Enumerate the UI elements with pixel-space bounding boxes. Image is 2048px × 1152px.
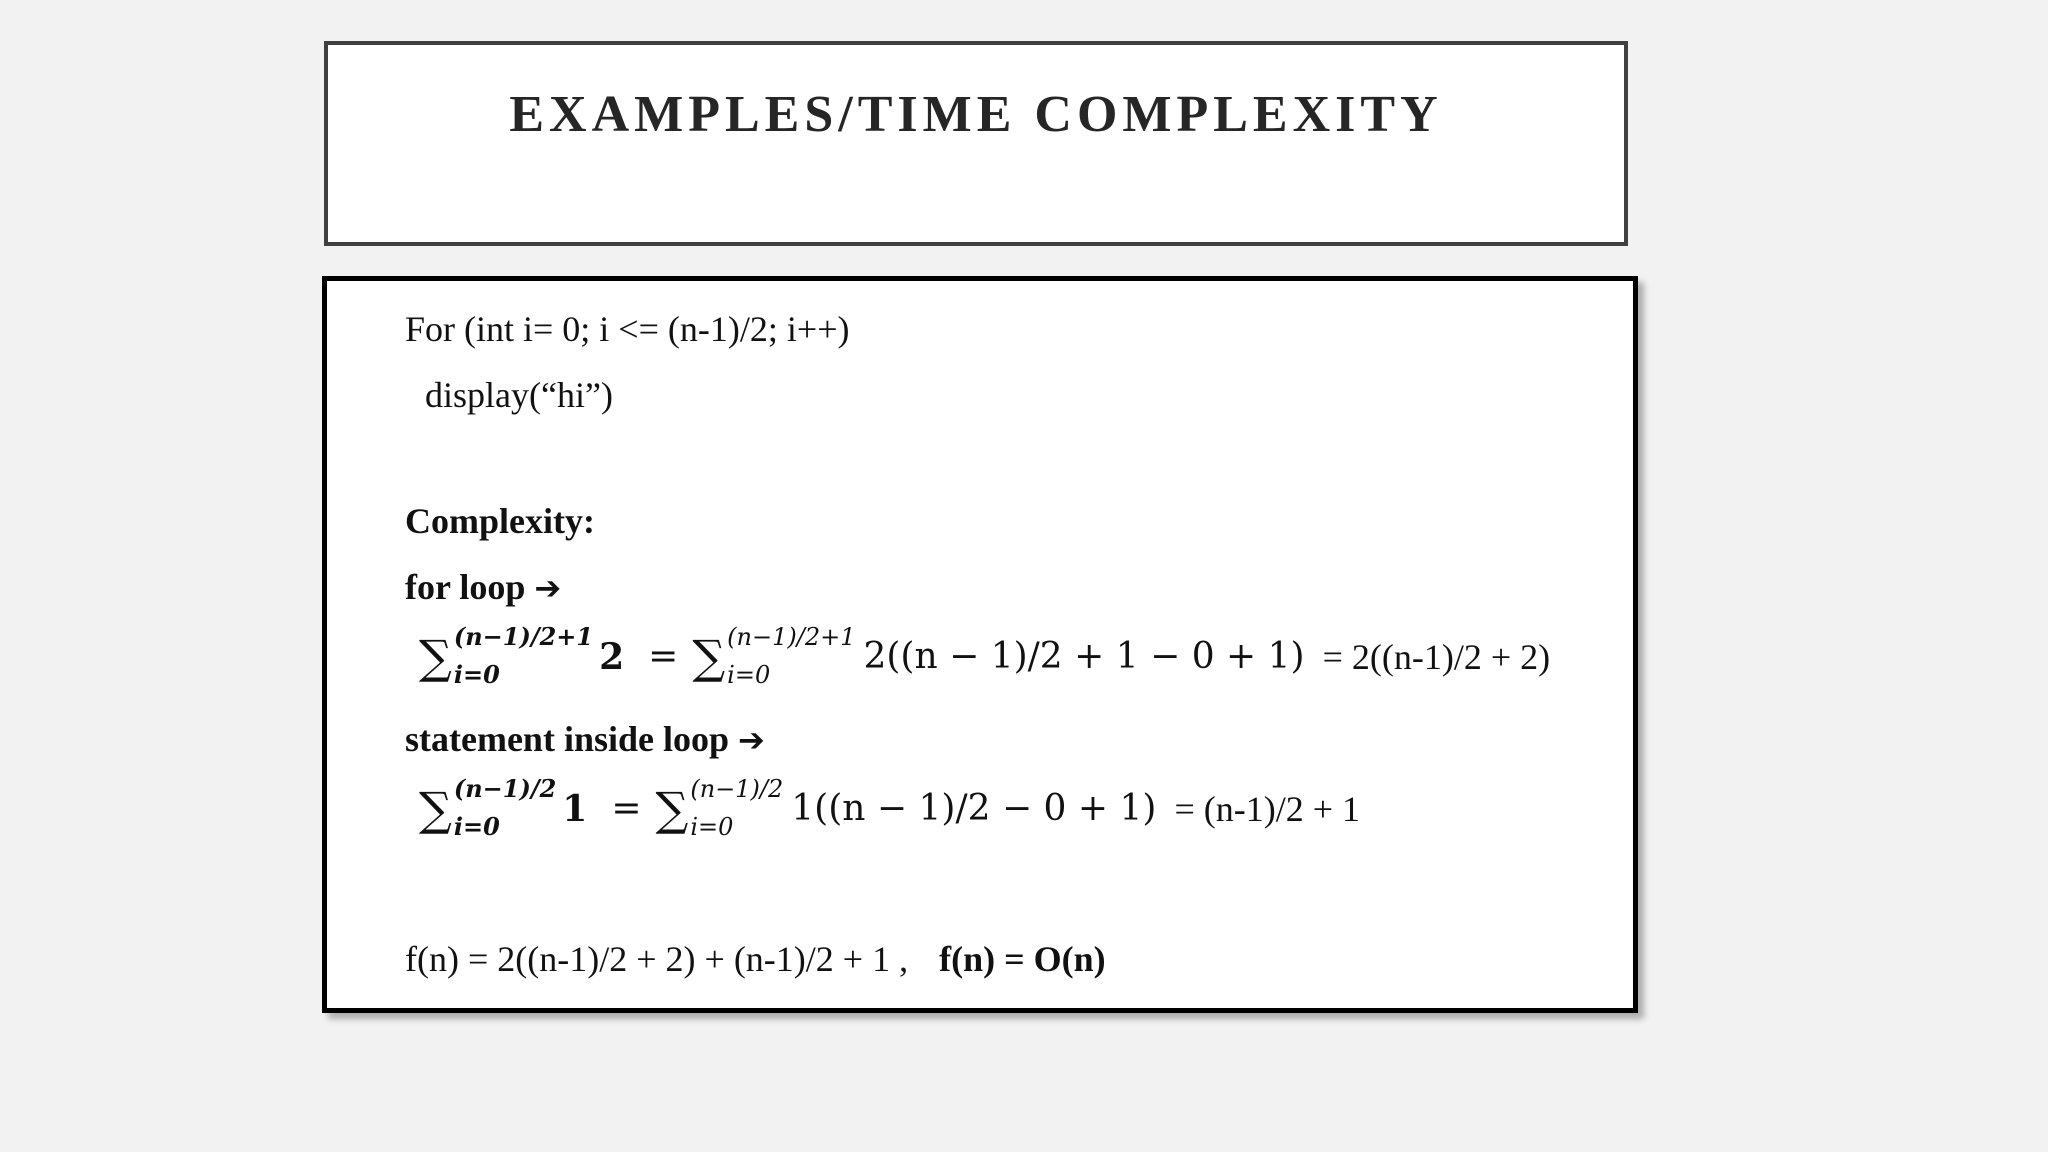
- code-line-display: display(“hi”): [425, 375, 613, 415]
- arrow-icon: ➔: [738, 721, 765, 759]
- final-expression: f(n) = 2((n-1)/2 + 2) + (n-1)/2 + 1 ,: [405, 939, 909, 979]
- equals-sign: =: [611, 788, 642, 829]
- sum-expression: 1((n − 1)/2 − 0 + 1): [791, 788, 1157, 829]
- final-big-o: f(n) = O(n): [939, 939, 1106, 979]
- content-box: [322, 276, 1638, 1013]
- sum-lower-limit: i=0: [727, 661, 771, 689]
- sum-upper-limit: (n−1)/2+1: [453, 622, 594, 651]
- sum-lower-limit: i=0: [690, 813, 734, 841]
- sum-upper-limit: (n−1)/2+1: [727, 623, 856, 651]
- sigma-icon: ∑: [692, 630, 726, 684]
- code-line-for: For (int i= 0; i <= (n-1)/2; i++): [405, 309, 850, 349]
- complexity-label: Complexity:: [405, 501, 595, 541]
- summation-1: [419, 622, 594, 689]
- statement-label: [405, 721, 765, 757]
- sum-term: 1: [562, 788, 588, 830]
- sum-lower-limit: i=0: [453, 660, 500, 689]
- sum-upper-limit: (n−1)/2: [453, 774, 557, 803]
- sum-lower-limit: i=0: [453, 812, 500, 841]
- equation-result: = 2((n-1)/2 + 2): [1322, 637, 1551, 677]
- equation-for-loop: [419, 622, 1551, 689]
- equation-result: = (n-1)/2 + 1: [1174, 789, 1361, 829]
- summation-2: [692, 623, 856, 689]
- sigma-icon: ∑: [655, 782, 689, 836]
- final-complexity: [405, 941, 1106, 977]
- for-loop-text: for loop: [405, 567, 526, 607]
- sum-term: 2: [599, 636, 625, 678]
- slide-title: EXAMPLES/TIME COMPLEXITY: [509, 86, 1443, 143]
- for-loop-label: [405, 569, 561, 605]
- equals-sign: =: [648, 636, 679, 677]
- sum-upper-limit: (n−1)/2: [690, 775, 784, 803]
- equation-statement: [419, 774, 1361, 841]
- statement-text: statement inside loop: [405, 719, 729, 759]
- sigma-icon: ∑: [419, 782, 452, 836]
- arrow-icon: ➔: [534, 569, 562, 607]
- title-box: [324, 41, 1628, 246]
- sum-expression: 2((n − 1)/2 + 1 − 0 + 1): [863, 636, 1305, 677]
- summation-1: [419, 774, 557, 841]
- sigma-icon: ∑: [419, 630, 452, 684]
- summation-2: [655, 775, 784, 841]
